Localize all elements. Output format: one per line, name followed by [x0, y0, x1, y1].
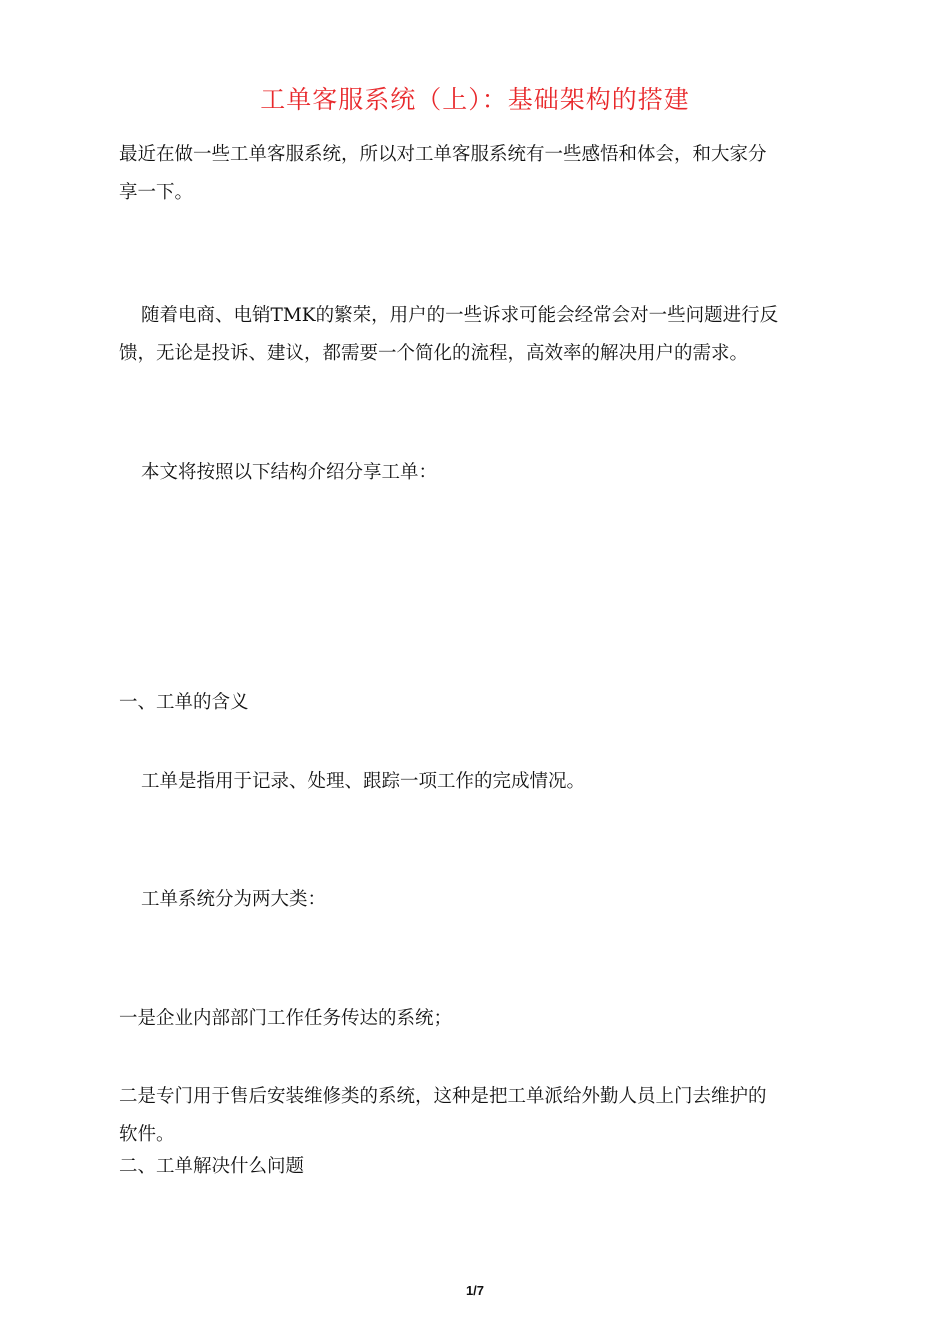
- section-1-list-item-2-line-2: 软件。: [119, 1124, 175, 1145]
- document-title: 工单客服系统（上）：基础架构的搭建: [260, 85, 690, 114]
- section-1-list-item-1: 一是企业内部部门工作任务传达的系统；: [119, 1008, 453, 1029]
- section-1-paragraph-1: 工单是指用于记录、处理、跟踪一项工作的完成情况。: [141, 771, 586, 792]
- section-1-list-item-2-line-1: 二是专门用于售后安装维修类的系统，这种是把工单派给外勤人员上门去维护的: [119, 1086, 767, 1107]
- page-number: 1/7: [465, 1283, 485, 1298]
- section-1-heading: 一、工单的含义: [119, 692, 249, 713]
- section-1-paragraph-2: 工单系统分为两大类：: [141, 889, 327, 910]
- paragraph-1-line-1: 随着电商、电销TMK的繁荣，用户的一些诉求可能会经常会对一些问题进行反: [141, 305, 779, 326]
- paragraph-2: 本文将按照以下结构介绍分享工单：: [141, 462, 438, 483]
- intro-line-2: 享一下。: [119, 182, 194, 203]
- section-2-heading: 二、工单解决什么问题: [119, 1156, 305, 1177]
- intro-line-1: 最近在做一些工单客服系统，所以对工单客服系统有一些感悟和体会，和大家分: [119, 144, 767, 165]
- paragraph-1-line-2: 馈，无论是投诉、建议，都需要一个简化的流程，高效率的解决用户的需求。: [119, 343, 749, 364]
